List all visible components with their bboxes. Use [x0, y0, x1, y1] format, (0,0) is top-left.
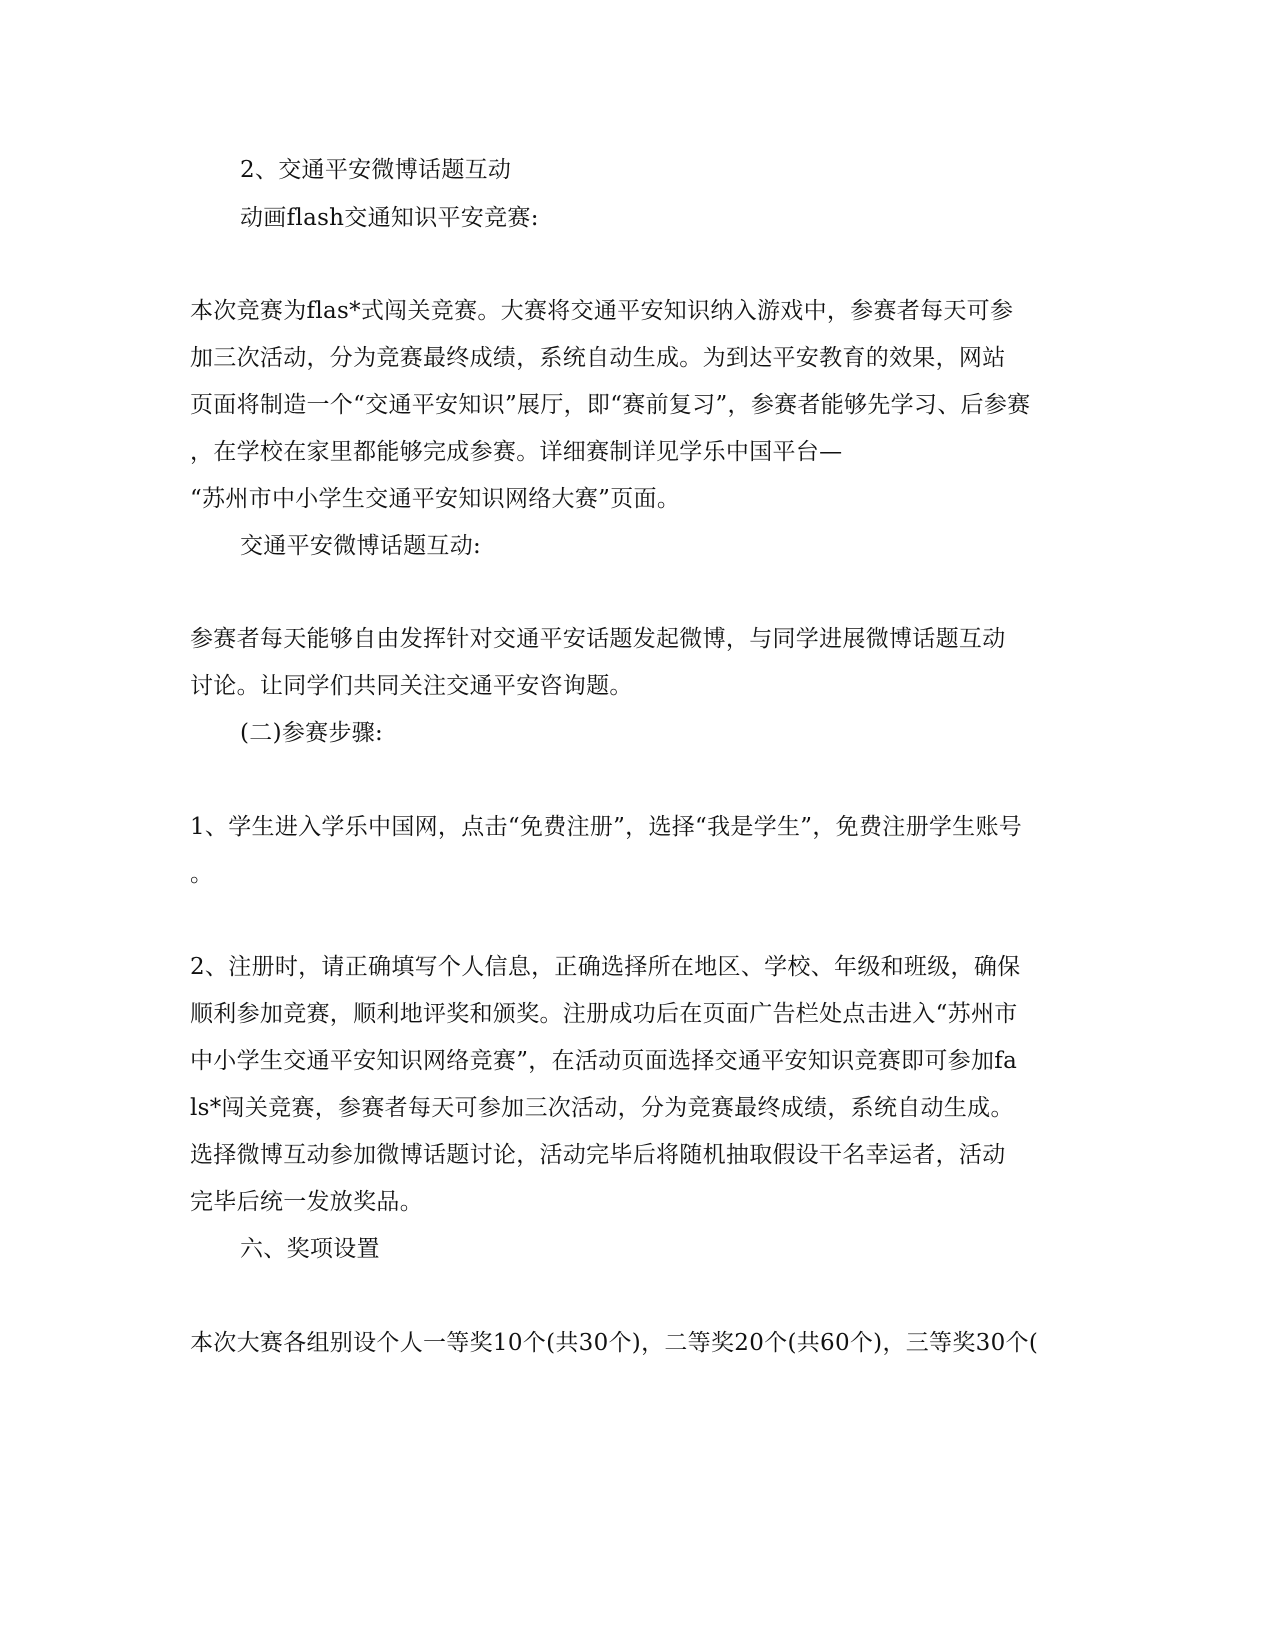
paragraph-line: 。	[190, 861, 214, 887]
paragraph-line: 参赛者每天能够自由发挥针对交通平安话题发起微博，与同学进展微博话题互动	[190, 626, 1006, 652]
subheading-flash-contest: 动画flash交通知识平安竞赛:	[240, 205, 539, 231]
paragraph-line: 中小学生交通平安知识网络竞赛”，在活动页面选择交通平安知识竞赛即可参加fa	[190, 1048, 1018, 1074]
subheading-participation-steps: (二)参赛步骤:	[240, 720, 384, 746]
paragraph-line: ls*闯关竞赛，参赛者每天可参加三次活动，分为竞赛最终成绩，系统自动生成。	[190, 1095, 1014, 1121]
section-heading-weibo: 2、交通平安微博话题互动	[240, 157, 512, 183]
paragraph-line: 本次竞赛为flas*式闯关竞赛。大赛将交通平安知识纳入游戏中，参赛者每天可参	[190, 298, 1014, 324]
paragraph-line: 顺利参加竞赛，顺利地评奖和颁奖。注册成功后在页面广告栏处点击进入“苏州市	[190, 1001, 1018, 1027]
paragraph-line: 选择微博互动参加微博话题讨论，活动完毕后将随机抽取假设干名幸运者，活动	[190, 1142, 1006, 1168]
section-heading-awards: 六、奖项设置	[240, 1236, 380, 1262]
paragraph-line: 本次大赛各组别设个人一等奖10个(共30个)，二等奖20个(共60个)，三等奖30个(	[190, 1330, 1039, 1356]
paragraph-line: 加三次活动，分为竞赛最终成绩，系统自动生成。为到达平安教育的效果，网站	[190, 345, 1006, 371]
paragraph-line: 2、注册时，请正确填写个人信息，正确选择所在地区、学校、年级和班级，确保	[190, 954, 1021, 980]
paragraph-line: 完毕后统一发放奖品。	[190, 1189, 423, 1215]
paragraph-line: 讨论。让同学们共同关注交通平安咨询题。	[190, 673, 633, 699]
paragraph-line: “苏州市中小学生交通平安知识网络大赛”页面。	[190, 486, 681, 512]
paragraph-line: 1、学生进入学乐中国网，点击“免费注册”，选择“我是学生”，免费注册学生账号	[190, 814, 1023, 840]
paragraph-line: ，在学校在家里都能够完成参赛。详细赛制详见学乐中国平台—	[190, 439, 843, 465]
paragraph-line: 页面将制造一个“交通平安知识”展厅，即“赛前复习”，参赛者能够先学习、后参赛	[190, 392, 1031, 418]
subheading-weibo-interaction: 交通平安微博话题互动:	[240, 533, 482, 559]
